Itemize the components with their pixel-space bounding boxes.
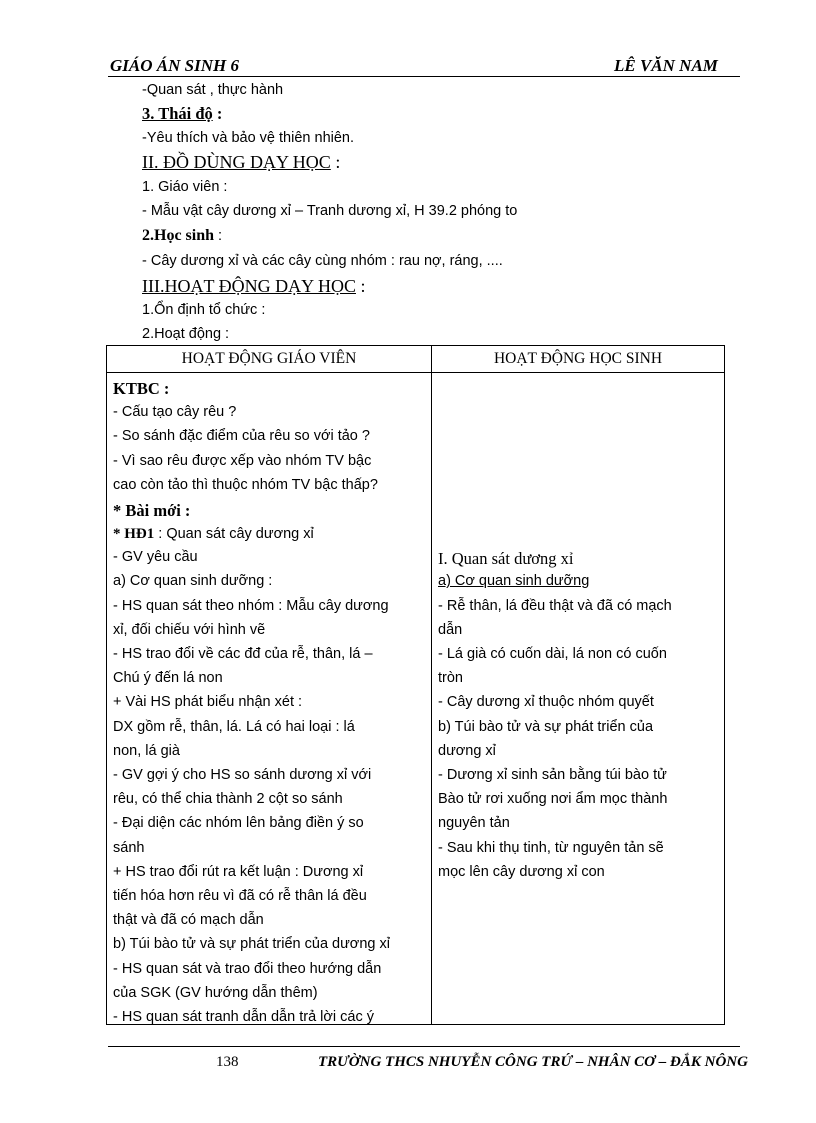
table-header-row — [107, 346, 725, 373]
lesson-table — [106, 345, 725, 1025]
activities-heading — [142, 276, 366, 297]
activities-heading-colon: : — [355, 276, 366, 296]
activity-one-title: : Quan sát cây dương xỉ — [154, 526, 314, 542]
teacher-activity-content — [107, 373, 431, 1024]
teacher-line: - GV gợi ý cho HS so sánh dương xỉ với — [113, 767, 372, 783]
student-line: nguyên tản — [438, 815, 510, 831]
teacher-line — [113, 525, 314, 543]
student-line: tròn — [438, 670, 463, 686]
teacher-line: - HS quan sát theo nhóm : Mẫu cây dương — [113, 598, 389, 614]
teacher-activity-cell — [107, 373, 432, 1025]
page-number: 138 — [216, 1054, 239, 1070]
student-line: - Lá già có cuốn dài, lá non có cuốn — [438, 646, 667, 662]
teacher-line: của SGK (GV hướng dẫn thêm) — [113, 985, 318, 1001]
footer-rule — [108, 1046, 740, 1047]
attitude-heading-colon: : — [212, 104, 223, 123]
teacher-line: * Bài mới : — [113, 501, 191, 520]
student-heading-colon: : — [214, 228, 223, 244]
student-line: b) Túi bào tử và sự phát triển của — [438, 719, 654, 735]
teacher-line: - Đại diện các nhóm lên bảng điền ý so — [113, 815, 364, 831]
activities-heading-text: III.HOẠT ĐỘNG DẠY HỌC — [142, 276, 356, 296]
teacher-line: DX gồm rễ, thân, lá. Lá có hai loại : lá — [113, 719, 355, 735]
teacher-line: - Cấu tạo cây rêu ? — [113, 404, 237, 420]
teacher-line: rêu, có thể chia thành 2 cột so sánh — [113, 791, 343, 807]
teacher-line: - HS quan sát và trao đổi theo hướng dẫn — [113, 961, 382, 977]
student-heading — [142, 227, 222, 245]
teacher-line: non, lá già — [113, 743, 180, 759]
student-line: dẫn — [438, 622, 463, 638]
attitude-heading — [142, 104, 222, 124]
teacher-line: tiến hóa hơn rêu vì đã có rễ thân lá đều — [113, 888, 367, 904]
header-left: GIÁO ÁN SINH 6 — [110, 56, 239, 75]
student-line: - Cây dương xỉ thuộc nhóm quyết — [438, 694, 654, 710]
student-line: dương xỉ — [438, 743, 496, 759]
header-rule — [108, 76, 740, 77]
organization-line: 1.Ổn định tổ chức : — [142, 302, 266, 318]
teacher-line: + HS trao đổi rút ra kết luận : Dương xỉ — [113, 864, 364, 880]
teacher-heading: 1. Giáo viên : — [142, 179, 228, 195]
student-activity-cell — [432, 373, 725, 1025]
student-line: - Sau khi thụ tinh, từ nguyên tản sẽ — [438, 840, 664, 856]
teacher-line: Chú ý đến lá non — [113, 670, 223, 686]
teacher-line: - HS quan sát tranh dẫn dẫn trả lời các ý — [113, 1009, 374, 1024]
teacher-materials: - Mẫu vật cây dương xỉ – Tranh dương xỉ, H 39.2 phóng to — [142, 203, 518, 219]
table-body-row — [107, 373, 725, 1025]
student-line: - Rễ thân, lá đều thật và đã có mạch — [438, 598, 672, 614]
teacher-activity-header: HOẠT ĐỘNG GIÁO VIÊN — [107, 346, 432, 373]
school-name: TRƯỜNG THCS NHUYỄN CÔNG TRỨ – NHÂN CƠ – ĐẮK NÔNG — [318, 1054, 748, 1070]
student-line: - Dương xỉ sinh sản bằng túi bào tử — [438, 767, 667, 783]
student-materials: - Cây dương xỉ và các cây cùng nhóm : rau nợ, ráng, .... — [142, 253, 503, 269]
header-right: LÊ VĂN NAM — [614, 56, 718, 75]
student-activity-content — [432, 373, 724, 1024]
student-line: a) Cơ quan sinh dưỡng — [438, 573, 590, 589]
teacher-line: cao còn tảo thì thuộc nhóm TV bậc thấp? — [113, 477, 378, 493]
materials-heading-colon: : — [330, 152, 341, 172]
skill-line: -Quan sát , thực hành — [142, 82, 284, 98]
teacher-line: - GV yêu cầu — [113, 549, 198, 565]
attitude-line: -Yêu thích và bảo vệ thiên nhiên. — [142, 130, 355, 146]
materials-heading-text: II. ĐỒ DÙNG DẠY HỌC — [142, 152, 331, 172]
activities-line: 2.Hoạt động : — [142, 326, 230, 342]
teacher-line: sánh — [113, 840, 145, 856]
teacher-line: KTBC : — [113, 379, 170, 398]
materials-heading — [142, 152, 340, 173]
student-line: Bào tử rơi xuống nơi ẩm mọc thành — [438, 791, 668, 807]
teacher-line: xỉ, đối chiếu với hình vẽ — [113, 622, 266, 638]
teacher-line: + Vài HS phát biểu nhận xét : — [113, 694, 303, 710]
teacher-line: thật và đã có mạch dẫn — [113, 912, 264, 928]
student-heading-text: 2.Học sinh — [142, 227, 215, 244]
teacher-line: b) Túi bào tử và sự phát triển của dương xỉ — [113, 936, 390, 952]
student-activity-header: HOẠT ĐỘNG HỌC SINH — [432, 346, 725, 373]
student-line: mọc lên cây dương xỉ con — [438, 864, 605, 880]
teacher-line: - So sánh đặc điểm của rêu so với tảo ? — [113, 428, 370, 444]
teacher-line: - Vì sao rêu được xếp vào nhóm TV bậc — [113, 453, 372, 469]
teacher-line: - HS trao đổi về các đđ của rễ, thân, lá – — [113, 646, 373, 662]
teacher-line: a) Cơ quan sinh dưỡng : — [113, 573, 273, 589]
student-section-title: I. Quan sát dương xỉ — [438, 549, 574, 568]
activity-one-label: * HĐ1 — [113, 526, 155, 542]
attitude-heading-text: 3. Thái độ — [142, 104, 213, 123]
